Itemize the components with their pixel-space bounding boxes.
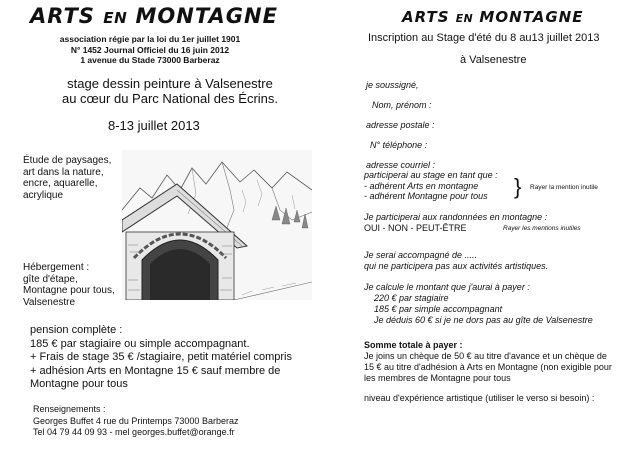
association-info: association régie par la loi du 1er juillet 1901 N° 1452 Journal Officiel du 16 juin 2012 1 avenue du Stade 73000 Barberaz bbox=[59, 34, 241, 65]
participation-note: Rayer la mention inutile bbox=[530, 184, 598, 191]
right-brand-title: ARTS EN MONTAGNE bbox=[402, 8, 584, 26]
field-soussigne: je soussigné, bbox=[366, 80, 419, 90]
etude-list: Étude de paysages, art dans la nature, encre, aquarelle, acrylique bbox=[23, 155, 112, 201]
renseignements-heading: Renseignements : bbox=[33, 404, 106, 414]
randonnees-note: Rayer les mentions inutiles bbox=[503, 225, 581, 232]
field-adresse-postale: adresse postale : bbox=[366, 120, 435, 130]
hebergement-info: Hébergement : gîte d'étape, Montagne pour tous, Valsenestre bbox=[23, 262, 115, 308]
inscription-title: Inscription au Stage d'été du 8 au13 juillet 2013 bbox=[368, 32, 600, 44]
mountain-chalet-sketch bbox=[122, 150, 312, 300]
pension-info: pension complète : 185 € par stagiaire ou simple accompagnant. + Frais de stage 35 € /stagiaire, petit matériel compris + adhésion Arts en Montagne 15 € sauf membre de Montagne pour tous bbox=[30, 324, 292, 390]
accompagne-block: Je serai accompagné de ..... qui ne participera pas aux activités artistiques. bbox=[364, 250, 549, 271]
left-brand-title: ARTS EN MONTAGNE bbox=[30, 4, 278, 28]
field-telephone: N° téléphone : bbox=[370, 140, 428, 150]
stage-title: stage dessin peinture à Valsenestre au cœur du Parc National des Écrins. bbox=[61, 76, 279, 106]
inscription-location: à Valsenestre bbox=[460, 54, 527, 66]
renseignements-address: Georges Buffet 4 rue du Printemps 73000 Barberaz bbox=[33, 415, 239, 426]
renseignements bbox=[33, 404, 238, 439]
identity-fields bbox=[366, 75, 435, 175]
stage-dates: 8-13 juillet 2013 bbox=[108, 118, 200, 133]
field-nom-prenom: Nom, prénom : bbox=[372, 100, 432, 110]
brace-symbol: } bbox=[514, 174, 522, 199]
randonnees-answer: OUI - NON - PEUT-ÊTRE bbox=[364, 223, 467, 233]
niveau-experience: niveau d'expérience artistique (utiliser le verso si besoin) : bbox=[364, 393, 595, 403]
randonnees-question: Je participerai aux randonnées en montagne : bbox=[364, 212, 548, 222]
renseignements-contact: Tel 04 79 44 09 93 - mel georges.buffet@orange.fr bbox=[33, 427, 235, 437]
montant-block: Je calcule le montant que j'aurai à payer : 220 € par stagiaire 185 € par simple accompagnant Je déduis 60 € si je ne dors pas au gîte de Valsenestre bbox=[364, 282, 593, 325]
somme-block: Somme totale à payer : Je joins un chèque de 50 € au titre d'avance et un chèque de 15 € au titre d'adhésion à Arts en Montagne (non exigible pour les membres de Montagne pour tous bbox=[364, 340, 612, 383]
field-adresse-courriel: adresse courriel : bbox=[366, 160, 436, 170]
participation-block: participerai au stage en tant que : - adhérent Arts en montagne - adhérent Montagne pour tous bbox=[364, 170, 498, 201]
